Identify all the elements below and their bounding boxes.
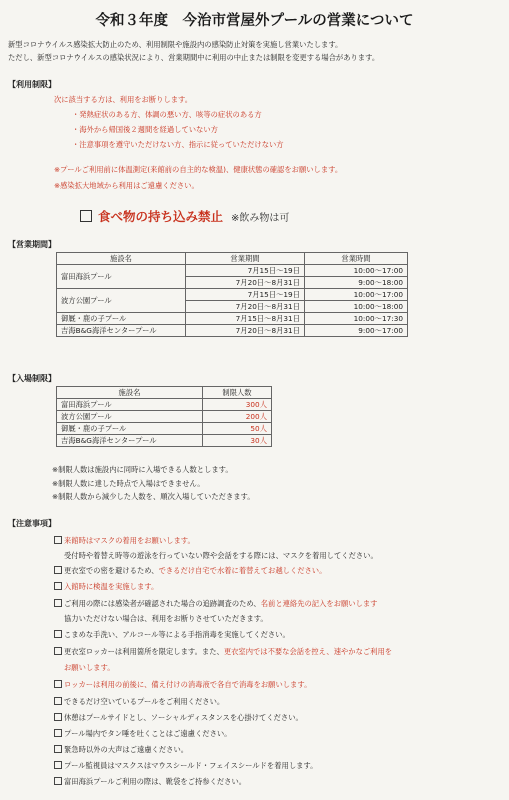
capacity-notes xyxy=(52,463,255,504)
precaution-item xyxy=(54,729,231,739)
hours-facility-name: 富田海浜プール xyxy=(57,265,186,289)
food-notice xyxy=(80,207,289,225)
hours-period: 7月20日～8月31日 xyxy=(186,277,305,289)
precaution-text: 協力いただけない場合は、利用をお断りさせていただきます。 xyxy=(64,614,268,623)
hours-period: 7月20日～8月31日 xyxy=(186,325,305,337)
capacity-facility-name: 御厩・鹿の子プール xyxy=(57,423,203,435)
hours-header-period: 営業期間 xyxy=(186,253,305,265)
checkbox-icon xyxy=(54,777,62,785)
hours-time: 10:00～18:00 xyxy=(305,301,408,313)
hours-table xyxy=(56,252,408,337)
capacity-facility-name: 吉海B&G海洋センタープール xyxy=(57,435,203,447)
table-row xyxy=(57,313,408,325)
hours-time: 10:00～17:00 xyxy=(305,289,408,301)
precaution-item xyxy=(54,647,392,657)
precautions-heading: 【注意事項】 xyxy=(8,519,56,528)
checkbox-icon xyxy=(54,536,62,544)
capacity-table xyxy=(56,386,272,447)
hours-time: 9:00～17:00 xyxy=(305,325,408,337)
intro-line-1: 新型コロナウイルス感染拡大防止のため、利用制限や施設内の感染防止対策を実施し営業いたします。 xyxy=(8,40,343,49)
precaution-item xyxy=(54,745,188,755)
precaution-item xyxy=(54,713,303,723)
precaution-item xyxy=(64,614,268,624)
checkbox-icon xyxy=(54,566,62,574)
food-ban-text: 食べ物の持ち込み禁止 xyxy=(98,209,224,224)
hours-time: 10:00～17:30 xyxy=(305,313,408,325)
checkbox-icon xyxy=(54,761,62,769)
food-note: ※飲み物は可 xyxy=(231,213,290,224)
precaution-text: 緊急時以外の大声はご遠慮ください。 xyxy=(64,745,189,754)
capacity-limit: 30人 xyxy=(203,435,272,447)
precaution-item xyxy=(64,551,378,561)
table-row xyxy=(57,423,272,435)
capacity-header-facility: 施設名 xyxy=(57,387,203,399)
usage-limits-lead: 次に該当する方は、利用をお断りします。 xyxy=(54,95,193,104)
capacity-facility-name: 波方公園プール xyxy=(57,411,203,423)
checkbox-icon xyxy=(54,713,62,721)
table-row xyxy=(57,253,408,265)
precaution-item xyxy=(54,761,317,771)
usage-limits-item-1: ・発熱症状のある方、体調の悪い方、咳等の症状のある方 xyxy=(72,110,262,119)
precaution-item xyxy=(54,697,224,707)
capacity-limit: 300人 xyxy=(203,399,272,411)
hours-time: 10:00～17:00 xyxy=(305,265,408,277)
capacity-header-limit: 制限人数 xyxy=(203,387,272,399)
hours-facility-name: 御厩・鹿の子プール xyxy=(57,313,186,325)
hours-header-facility: 施設名 xyxy=(57,253,186,265)
usage-limits-item-2: ・海外から帰国後２週間を経過していない方 xyxy=(72,125,218,134)
precaution-item xyxy=(54,536,195,546)
precaution-text: こまめな手洗い、アルコール等による手指消毒を実施してください。 xyxy=(64,630,290,639)
precaution-text: プール監視員はマスクスはマウスシールド・フェイスシールドを着用します。 xyxy=(64,761,318,770)
hours-heading: 【営業期間】 xyxy=(8,240,56,249)
hours-period: 7月20日～8月31日 xyxy=(186,301,305,313)
capacity-limit: 50人 xyxy=(203,423,272,435)
checkbox-icon xyxy=(54,745,62,753)
precaution-text: 来館時はマスクの着用をお願いします。 xyxy=(64,536,195,545)
precaution-text: できるだけ自宅で水着に着替えてお越しください。 xyxy=(158,566,327,575)
usage-limits-item-3: ・注意事項を遵守いただけない方、指示に従っていただけない方 xyxy=(72,140,284,149)
hours-facility-name: 波方公園プール xyxy=(57,289,186,313)
page-title: 令和３年度 今治市営屋外プールの営業について xyxy=(95,13,414,29)
precaution-item xyxy=(64,663,115,673)
capacity-note-3: ※制限人数から減少した人数を、順次入場していただきます。 xyxy=(52,492,255,501)
precaution-text: 受付時や着替え時等の遊泳を行っていない際や会話をする際には、マスクを着用してください。 xyxy=(64,551,378,560)
precaution-text: 入館時に検温を実施します。 xyxy=(64,582,159,591)
precaution-text: 更衣室ロッカーは利用箇所を限定します。また、 xyxy=(64,647,224,656)
hours-facility-name: 吉海B&G海洋センタープール xyxy=(57,325,186,337)
checkbox-icon xyxy=(54,680,62,688)
checkbox-icon xyxy=(54,647,62,655)
intro-line-2: ただし、新型コロナウイルスの感染状況により、営業期間中に利用の中止または制限を変更する場合があります。 xyxy=(8,53,380,62)
capacity-note-1: ※制限人数は施設内に同時に入場できる人数とします。 xyxy=(52,465,233,474)
precaution-item xyxy=(54,777,246,787)
capacity-heading: 【入場制限】 xyxy=(8,374,56,383)
precaution-text: できるだけ空いているプールをご利用ください。 xyxy=(64,697,225,706)
table-row xyxy=(57,387,272,399)
hours-period: 7月15日～19日 xyxy=(186,289,305,301)
capacity-note-2: ※制限人数に達した時点で入場はできません。 xyxy=(52,478,205,488)
capacity-facility-name: 富田海浜プール xyxy=(57,399,203,411)
precaution-text: ご利用の際には感染者が確認された場合の追跡調査のため、 xyxy=(64,599,261,608)
table-row xyxy=(57,265,408,277)
table-row xyxy=(57,411,272,423)
precaution-item xyxy=(54,599,377,609)
table-row xyxy=(57,435,272,447)
precaution-item xyxy=(54,630,290,640)
precaution-item xyxy=(54,582,158,592)
precaution-text: ロッカーは利用の前後に、 xyxy=(64,680,152,689)
usage-limits-note-1: ※プールご利用前に体温測定(来館前の自主的な検温)、健康状態の確認をお願いします。 xyxy=(54,165,343,174)
table-row xyxy=(57,325,408,337)
checkbox-icon xyxy=(54,630,62,638)
precaution-text: 更衣室での密を避けるため、 xyxy=(64,566,159,575)
checkbox-icon xyxy=(54,729,62,737)
checkbox-icon xyxy=(80,210,92,222)
precaution-text: 名前と連絡先の記入をお願いします xyxy=(260,599,378,608)
precaution-text: お願いします。 xyxy=(64,663,115,672)
usage-limits-heading: 【利用制限】 xyxy=(8,80,56,89)
precaution-text: 備え付けの消毒液で各自で消毒をお願いします。 xyxy=(151,680,312,689)
checkbox-icon xyxy=(54,697,62,705)
table-row xyxy=(57,399,272,411)
precaution-text: 更衣室内では不要な会話を控え、速やかなご利用を xyxy=(223,647,393,656)
checkbox-icon xyxy=(54,599,62,607)
precaution-item xyxy=(54,680,311,690)
precaution-item xyxy=(54,566,326,576)
usage-limits-note-2: ※感染拡大地域から利用はご遠慮ください。 xyxy=(54,181,199,190)
hours-time: 9:00～18:00 xyxy=(305,277,408,289)
precaution-text: プール場内でタン唾を吐くことはご遠慮ください。 xyxy=(64,729,232,738)
precaution-text: 休憩はプールサイドとし、ソーシャルディスタンスを心掛けてください。 xyxy=(64,713,303,722)
hours-period: 7月15日～8月31日 xyxy=(186,313,305,325)
checkbox-icon xyxy=(54,582,62,590)
hours-period: 7月15日～19日 xyxy=(186,265,305,277)
table-row xyxy=(57,289,408,301)
hours-header-time: 営業時間 xyxy=(305,253,408,265)
capacity-limit: 200人 xyxy=(203,411,272,423)
precaution-text: 富田海浜プールご利用の際は、靴袋をご持参ください。 xyxy=(64,777,247,786)
